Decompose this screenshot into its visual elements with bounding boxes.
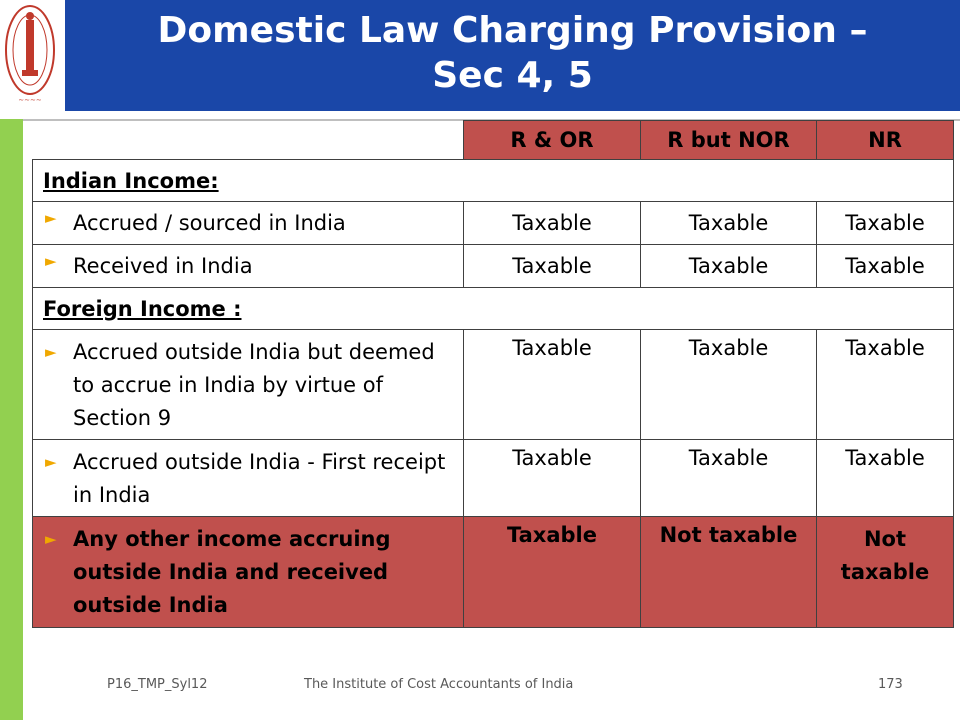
row-label-cell <box>33 330 464 440</box>
header-blank <box>33 121 464 160</box>
row-label: Accrued outside India but deemed to accrue in India by virtue of Section 9 <box>73 340 435 430</box>
bullet-icon: ► <box>45 453 57 471</box>
page-title <box>65 8 960 98</box>
bullet-icon: ► <box>45 530 57 548</box>
svg-text:∼∼∼∼: ∼∼∼∼ <box>18 96 42 104</box>
header-r-or: R & OR <box>464 121 641 160</box>
row-label-cell <box>33 517 464 628</box>
bullet-icon: ► <box>45 209 57 227</box>
row-label: Any other income accruing outside India and received outside India <box>73 527 391 617</box>
value-nr: Taxable <box>817 202 954 245</box>
value-r-or: Taxable <box>464 245 641 288</box>
header-r-but-nor: R but NOR <box>641 121 817 160</box>
section-row-indian <box>33 160 954 202</box>
table-row-highlighted <box>33 517 954 628</box>
section-row-foreign <box>33 288 954 330</box>
header-row <box>33 121 954 160</box>
header-nr: NR <box>817 121 954 160</box>
table-row <box>33 245 954 288</box>
value-nr: Taxable <box>817 440 954 517</box>
value-r-or: Taxable <box>464 517 641 628</box>
row-label: Accrued outside India - First receipt in India <box>73 450 446 507</box>
value-r-or: Taxable <box>464 202 641 245</box>
value-r-but-nor: Taxable <box>641 440 817 517</box>
footer-course-code: P16_TMP_Syl12 <box>107 677 208 692</box>
table-row <box>33 330 954 440</box>
row-label-cell <box>33 440 464 517</box>
value-r-but-nor: Not taxable <box>641 517 817 628</box>
bullet-icon: ► <box>45 343 57 361</box>
value-r-but-nor: Taxable <box>641 202 817 245</box>
title-line-1: Domestic Law Charging Provision – <box>157 10 868 51</box>
charging-provision-table <box>32 120 954 628</box>
value-r-but-nor: Taxable <box>641 330 817 440</box>
table-row <box>33 202 954 245</box>
value-nr: Taxable <box>817 245 954 288</box>
value-nr: Not taxable <box>817 517 954 628</box>
row-label-cell <box>33 245 464 288</box>
footer-page-number: 173 <box>878 677 903 692</box>
bullet-icon: ► <box>45 252 57 270</box>
section-heading-indian: Indian Income: <box>33 160 954 202</box>
section-heading-foreign: Foreign Income : <box>33 288 954 330</box>
institute-logo <box>0 0 60 111</box>
row-label: Accrued / sourced in India <box>73 210 346 235</box>
value-nr: Taxable <box>817 330 954 440</box>
side-accent-bar <box>0 119 23 720</box>
value-r-or: Taxable <box>464 440 641 517</box>
footer-institute-name: The Institute of Cost Accountants of India <box>304 677 574 692</box>
value-r-but-nor: Taxable <box>641 245 817 288</box>
table-row <box>33 440 954 517</box>
title-line-2: Sec 4, 5 <box>432 55 593 96</box>
row-label-cell <box>33 202 464 245</box>
row-label: Received in India <box>73 253 253 278</box>
value-r-or: Taxable <box>464 330 641 440</box>
